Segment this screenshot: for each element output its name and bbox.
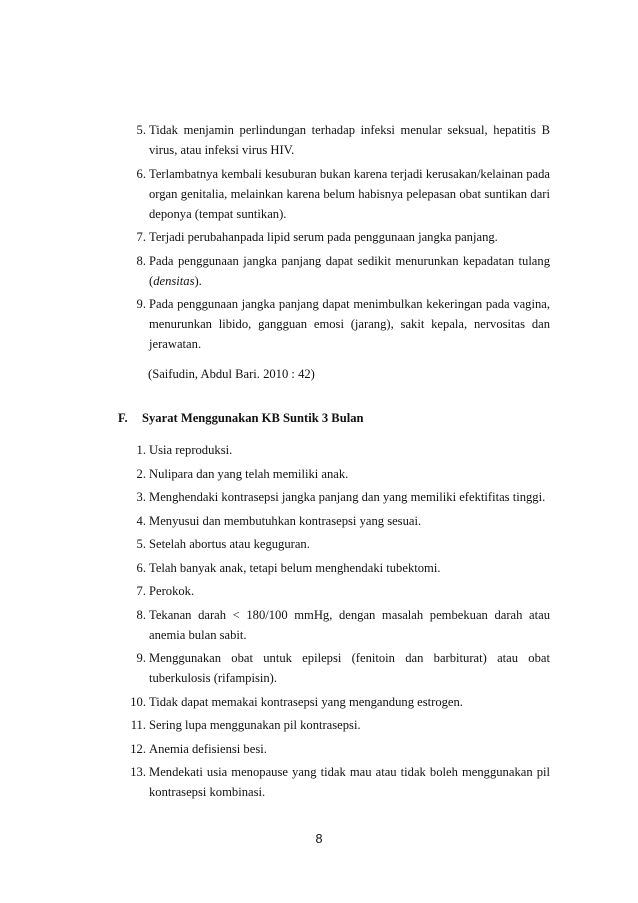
list-text: Menyusui dan membutuhkan kontrasepsi yang sesuai. [149, 513, 422, 528]
italic-term: densitas [153, 273, 195, 288]
list-item [118, 440, 550, 460]
list-number: 5. [136, 123, 146, 137]
list-number: 8. [136, 253, 146, 268]
list-number: 6. [136, 560, 146, 575]
list-number: 8. [136, 607, 146, 622]
list-number: 7. [136, 584, 146, 598]
list-text-end: ). [194, 273, 202, 288]
citation: (Saifudin, Abdul Bari. 2010 : 42) [148, 367, 315, 381]
list-item [118, 558, 550, 578]
list-item [118, 605, 550, 645]
list-text: Setelah abortus atau keguguran. [149, 537, 310, 551]
list-text: Sering lupa menggunakan pil kontrasepsi. [149, 718, 361, 732]
list-number: 6. [136, 166, 146, 181]
list-number: 4. [136, 513, 146, 528]
list-number: 11. [130, 718, 146, 732]
list-text: Usia reproduksi. [149, 443, 233, 457]
list-text: Tidak menjamin perlindungan terhadap infeksi menular seksual, hepatitis B virus, atau infeksi virus HIV. [149, 123, 550, 157]
list-item [118, 464, 550, 484]
list-item [118, 164, 550, 224]
list-item [118, 762, 550, 802]
list-item [118, 120, 550, 160]
list-text: Pada penggunaan jangka panjang dapat menimbulkan kekeringan pada vagina, menurunkan libido, gangguan emosi (jarang), sakit kepala, nervositas dan jerawatan. [149, 297, 550, 351]
list-number: 9. [136, 297, 146, 311]
list-item [118, 739, 550, 759]
list-text: Nulipara dan yang telah memiliki anak. [149, 466, 349, 481]
list-item [118, 251, 550, 291]
list-text: Tidak dapat memakai kontrasepsi yang mengandung estrogen. [149, 694, 463, 709]
list-text: Telah banyak anak, tetapi belum menghendaki tubektomi. [149, 560, 441, 575]
list-text: Terjadi perubahanpada lipid serum pada penggunaan jangka panjang. [149, 230, 498, 244]
list-text: Tekanan darah < 180/100 mmHg, dengan masalah pembekuan darah atau anemia bulan sabit. [149, 607, 550, 642]
list-number: 10. [130, 694, 146, 709]
list-number: 2. [136, 466, 146, 481]
list-number: 5. [136, 537, 146, 551]
list-number: 13. [130, 765, 146, 779]
list-number: 3. [136, 490, 146, 504]
list-text: Menggunakan obat untuk epilepsi (fenitoin dan barbiturat) atau obat tuberkulosis (rifampisin). [149, 651, 550, 685]
section-letter: F. [118, 411, 128, 425]
list-item [118, 534, 550, 554]
list-text: Perokok. [149, 584, 195, 598]
section-heading [118, 408, 364, 428]
list-item [118, 487, 550, 507]
list-item [118, 648, 550, 688]
list-item [118, 581, 550, 601]
page-number: 8 [315, 832, 323, 846]
list-text: Menghendaki kontrasepsi jangka panjang dan yang memiliki efektifitas tinggi. [149, 490, 546, 504]
list-number: 9. [136, 651, 146, 665]
side-effects-list [118, 120, 550, 358]
list-text: Pada penggunaan jangka panjang dapat sedikit menurunkan kepadatan tulang ( [149, 253, 550, 288]
list-item [118, 227, 550, 247]
list-number: 7. [136, 230, 146, 244]
list-text: Anemia defisiensi besi. [149, 741, 267, 756]
list-item [118, 715, 550, 735]
list-item [118, 692, 550, 712]
list-item [118, 511, 550, 531]
list-text: Mendekati usia menopause yang tidak mau atau tidak boleh menggunakan pil kontrasepsi kombinasi. [149, 765, 550, 799]
section-title: Syarat Menggunakan KB Suntik 3 Bulan [142, 411, 364, 425]
list-item [118, 294, 550, 354]
list-number: 1. [136, 443, 146, 457]
list-text: Terlambatnya kembali kesuburan bukan karena terjadi kerusakan/kelainan pada organ genitalia, melainkan karena belum habisnya pelepasan obat suntikan dari deponya (tempat suntikan). [149, 166, 550, 221]
requirements-list [118, 440, 550, 806]
list-number: 12. [130, 741, 146, 756]
